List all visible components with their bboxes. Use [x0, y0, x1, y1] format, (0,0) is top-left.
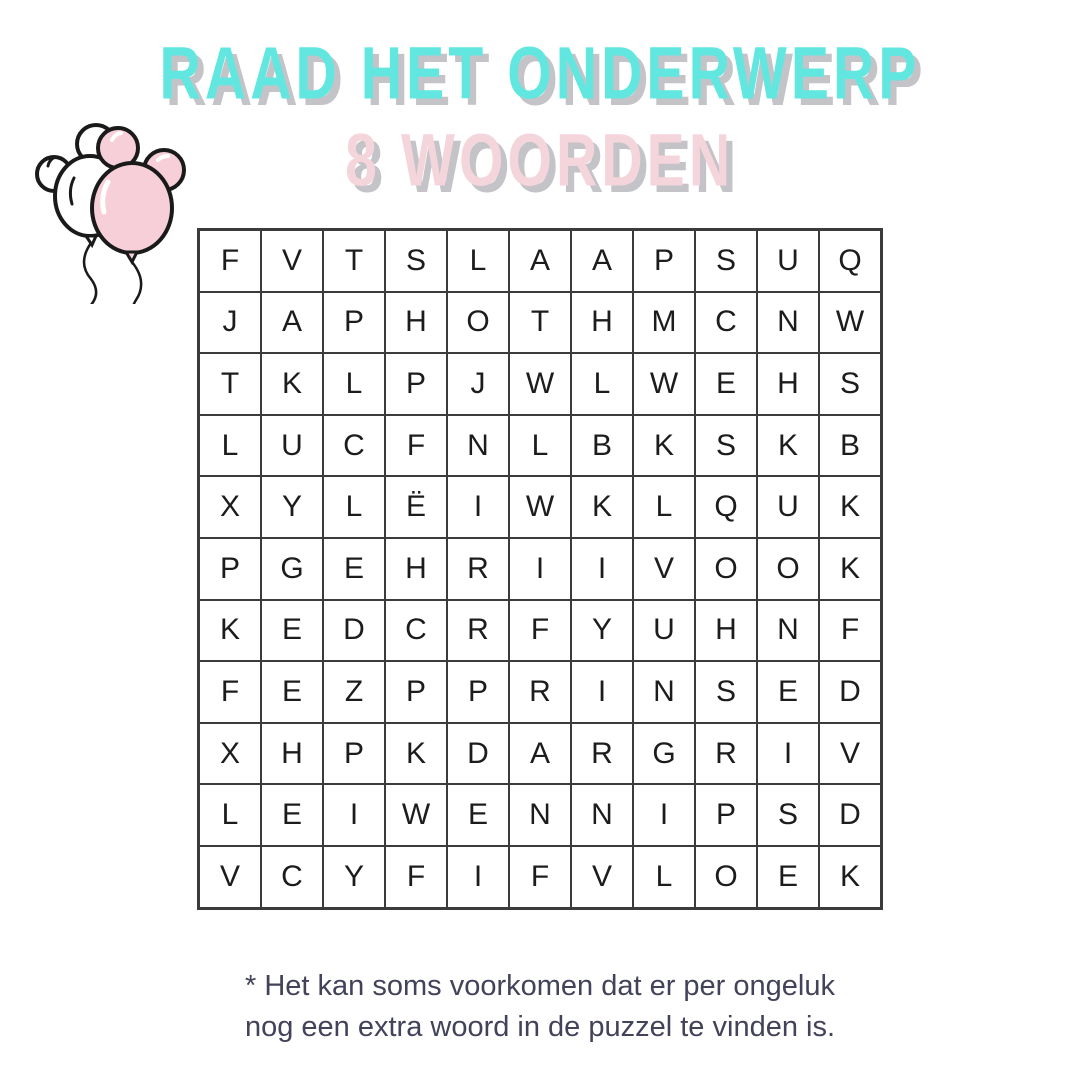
- grid-cell: S: [757, 784, 819, 846]
- grid-cell: X: [199, 476, 261, 538]
- grid-cell: D: [819, 661, 881, 723]
- grid-cell: L: [447, 230, 509, 292]
- grid-cell: T: [323, 230, 385, 292]
- grid-cell: H: [385, 538, 447, 600]
- grid-cell: M: [633, 292, 695, 354]
- grid-cell: V: [261, 230, 323, 292]
- footnote-line-2: nog een extra woord in de puzzel te vinden is.: [244, 1011, 836, 1043]
- grid-cell: F: [199, 230, 261, 292]
- grid-cell: A: [509, 230, 571, 292]
- grid-cell: S: [695, 415, 757, 477]
- grid-cell: T: [509, 292, 571, 354]
- grid-cell: E: [261, 661, 323, 723]
- word-grid: [197, 228, 883, 910]
- grid-cell: E: [261, 784, 323, 846]
- page-title: RAAD HET ONDERWERP: [159, 31, 921, 115]
- grid-cell: S: [695, 230, 757, 292]
- grid-cell: U: [757, 476, 819, 538]
- grid-cell: C: [323, 415, 385, 477]
- grid-cell: Y: [571, 600, 633, 662]
- page-subtitle: 8 WOORDEN: [345, 118, 735, 202]
- grid-cell: V: [633, 538, 695, 600]
- grid-cell: U: [757, 230, 819, 292]
- grid-cell: I: [447, 846, 509, 908]
- grid-cell: E: [447, 784, 509, 846]
- grid-cell: K: [819, 846, 881, 908]
- grid-cell: V: [199, 846, 261, 908]
- grid-cell: V: [819, 723, 881, 785]
- grid-cell: V: [571, 846, 633, 908]
- grid-cell: G: [633, 723, 695, 785]
- grid-cell: L: [509, 415, 571, 477]
- grid-cell: B: [571, 415, 633, 477]
- grid-cell: W: [509, 353, 571, 415]
- grid-cell: D: [323, 600, 385, 662]
- grid-cell: P: [199, 538, 261, 600]
- grid-cell: N: [757, 292, 819, 354]
- grid-cell: R: [447, 600, 509, 662]
- grid-cell: S: [385, 230, 447, 292]
- grid-cell: N: [571, 784, 633, 846]
- grid-cell: E: [757, 846, 819, 908]
- grid-cell: Y: [261, 476, 323, 538]
- footnote: [0, 966, 1080, 1048]
- grid-cell: T: [199, 353, 261, 415]
- grid-cell: F: [509, 600, 571, 662]
- grid-cell: Q: [695, 476, 757, 538]
- grid-cell: S: [695, 661, 757, 723]
- grid-cell: K: [819, 476, 881, 538]
- footnote-line-1: * Het kan soms voorkomen dat er per ongeluk: [245, 970, 835, 1002]
- grid-cell: C: [385, 600, 447, 662]
- grid-cell: G: [261, 538, 323, 600]
- grid-cell: C: [695, 292, 757, 354]
- grid-cell: P: [385, 661, 447, 723]
- grid-cell: O: [695, 538, 757, 600]
- grid-cell: O: [695, 846, 757, 908]
- grid-cell: Y: [323, 846, 385, 908]
- grid-cell: O: [447, 292, 509, 354]
- grid-cell: K: [633, 415, 695, 477]
- grid-cell: F: [509, 846, 571, 908]
- grid-cell: S: [819, 353, 881, 415]
- word-grid-container: [0, 228, 1080, 910]
- grid-cell: W: [633, 353, 695, 415]
- grid-cell: K: [385, 723, 447, 785]
- grid-cell: I: [323, 784, 385, 846]
- grid-cell: R: [571, 723, 633, 785]
- grid-cell: K: [757, 415, 819, 477]
- grid-cell: R: [695, 723, 757, 785]
- grid-cell: N: [633, 661, 695, 723]
- grid-cell: X: [199, 723, 261, 785]
- grid-cell: K: [199, 600, 261, 662]
- grid-cell: L: [323, 476, 385, 538]
- grid-cell: J: [199, 292, 261, 354]
- grid-cell: I: [571, 661, 633, 723]
- grid-cell: L: [633, 476, 695, 538]
- grid-cell: D: [447, 723, 509, 785]
- grid-cell: K: [819, 538, 881, 600]
- grid-cell: E: [323, 538, 385, 600]
- grid-cell: H: [261, 723, 323, 785]
- grid-cell: K: [571, 476, 633, 538]
- grid-cell: R: [509, 661, 571, 723]
- grid-cell: F: [385, 846, 447, 908]
- grid-cell: L: [199, 784, 261, 846]
- grid-cell: C: [261, 846, 323, 908]
- grid-cell: N: [757, 600, 819, 662]
- grid-cell: E: [757, 661, 819, 723]
- grid-cell: H: [695, 600, 757, 662]
- grid-cell: L: [323, 353, 385, 415]
- grid-cell: W: [509, 476, 571, 538]
- grid-cell: U: [261, 415, 323, 477]
- grid-cell: Q: [819, 230, 881, 292]
- grid-cell: Z: [323, 661, 385, 723]
- grid-cell: H: [571, 292, 633, 354]
- grid-cell: I: [571, 538, 633, 600]
- header: [0, 0, 1080, 202]
- grid-cell: P: [323, 723, 385, 785]
- grid-cell: L: [199, 415, 261, 477]
- grid-cell: P: [323, 292, 385, 354]
- grid-cell: A: [509, 723, 571, 785]
- grid-cell: H: [385, 292, 447, 354]
- grid-cell: I: [509, 538, 571, 600]
- grid-cell: L: [571, 353, 633, 415]
- grid-cell: P: [447, 661, 509, 723]
- grid-cell: J: [447, 353, 509, 415]
- grid-cell: O: [757, 538, 819, 600]
- grid-cell: K: [261, 353, 323, 415]
- grid-cell: F: [819, 600, 881, 662]
- grid-cell: I: [633, 784, 695, 846]
- grid-cell: B: [819, 415, 881, 477]
- grid-cell: U: [633, 600, 695, 662]
- grid-cell: I: [447, 476, 509, 538]
- grid-cell: A: [571, 230, 633, 292]
- grid-cell: E: [261, 600, 323, 662]
- grid-cell: D: [819, 784, 881, 846]
- grid-cell: P: [695, 784, 757, 846]
- grid-cell: W: [819, 292, 881, 354]
- grid-cell: W: [385, 784, 447, 846]
- grid-cell: A: [261, 292, 323, 354]
- grid-cell: R: [447, 538, 509, 600]
- grid-cell: E: [695, 353, 757, 415]
- grid-cell: H: [757, 353, 819, 415]
- grid-cell: N: [509, 784, 571, 846]
- grid-cell: I: [757, 723, 819, 785]
- grid-cell: L: [633, 846, 695, 908]
- grid-cell: Ë: [385, 476, 447, 538]
- grid-cell: N: [447, 415, 509, 477]
- grid-cell: P: [385, 353, 447, 415]
- grid-cell: F: [199, 661, 261, 723]
- grid-cell: F: [385, 415, 447, 477]
- grid-cell: P: [633, 230, 695, 292]
